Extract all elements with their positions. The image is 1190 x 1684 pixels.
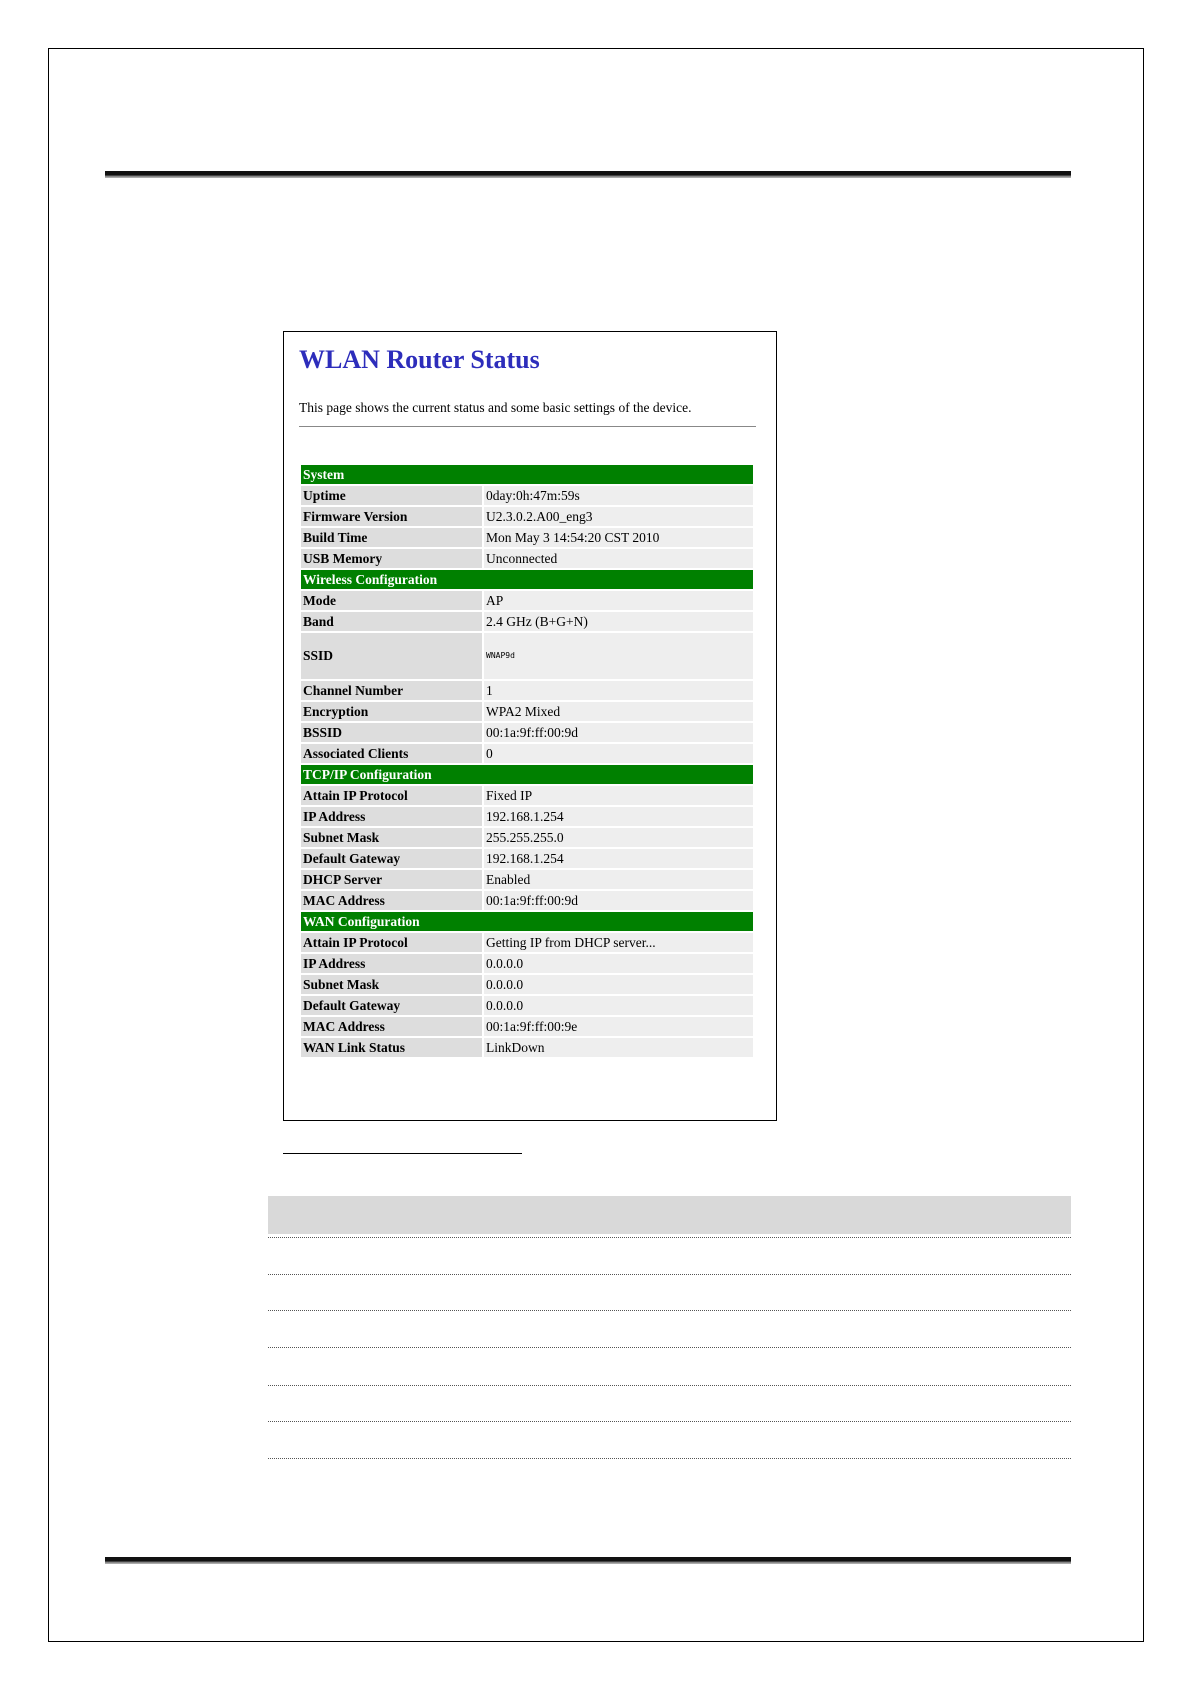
status-row bbox=[301, 486, 753, 505]
section-header bbox=[301, 465, 753, 484]
status-label: Firmware Version bbox=[301, 507, 482, 526]
status-value: Getting IP from DHCP server... bbox=[482, 933, 753, 952]
table-row-line bbox=[268, 1458, 1071, 1459]
status-value: 0.0.0.0 bbox=[482, 954, 753, 973]
status-row bbox=[301, 1038, 753, 1057]
status-label: Uptime bbox=[301, 486, 482, 505]
status-label: Default Gateway bbox=[301, 996, 482, 1015]
status-label: SSID bbox=[301, 633, 482, 679]
table-row-line bbox=[268, 1385, 1071, 1386]
status-label: WAN Link Status bbox=[301, 1038, 482, 1057]
table-row-line bbox=[268, 1274, 1071, 1275]
status-label: Band bbox=[301, 612, 482, 631]
status-label: IP Address bbox=[301, 807, 482, 826]
status-label: DHCP Server bbox=[301, 870, 482, 889]
status-row bbox=[301, 633, 753, 679]
table-row-line bbox=[268, 1237, 1071, 1238]
header-rule bbox=[105, 171, 1071, 178]
status-row bbox=[301, 507, 753, 526]
status-value: 0 bbox=[482, 744, 753, 763]
status-row bbox=[301, 723, 753, 742]
status-row bbox=[301, 549, 753, 568]
status-row bbox=[301, 996, 753, 1015]
status-row bbox=[301, 954, 753, 973]
status-value: AP bbox=[482, 591, 753, 610]
status-value: Enabled bbox=[482, 870, 753, 889]
status-value: WPA2 Mixed bbox=[482, 702, 753, 721]
table-row-line bbox=[268, 1347, 1071, 1348]
status-row bbox=[301, 933, 753, 952]
status-label: Channel Number bbox=[301, 681, 482, 700]
status-value: Fixed IP bbox=[482, 786, 753, 805]
status-label: BSSID bbox=[301, 723, 482, 742]
status-label: Attain IP Protocol bbox=[301, 786, 482, 805]
divider bbox=[299, 426, 756, 427]
status-label: Subnet Mask bbox=[301, 975, 482, 994]
status-label: Subnet Mask bbox=[301, 828, 482, 847]
status-row bbox=[301, 891, 753, 910]
status-value: LinkDown bbox=[482, 1038, 753, 1057]
section-title: System bbox=[301, 465, 753, 484]
status-row bbox=[301, 870, 753, 889]
status-row bbox=[301, 828, 753, 847]
section-title: TCP/IP Configuration bbox=[301, 765, 753, 784]
status-row bbox=[301, 975, 753, 994]
status-value: 0.0.0.0 bbox=[482, 996, 753, 1015]
status-row bbox=[301, 528, 753, 547]
status-row bbox=[301, 681, 753, 700]
table-row-line bbox=[268, 1421, 1071, 1422]
status-value: 192.168.1.254 bbox=[482, 807, 753, 826]
status-value: 00:1a:9f:ff:00:9d bbox=[482, 891, 753, 910]
section-header bbox=[301, 570, 753, 589]
status-label: Attain IP Protocol bbox=[301, 933, 482, 952]
table-header-band bbox=[268, 1196, 1071, 1234]
section-title: WAN Configuration bbox=[301, 912, 753, 931]
status-row bbox=[301, 744, 753, 763]
status-label: Mode bbox=[301, 591, 482, 610]
section-title: Wireless Configuration bbox=[301, 570, 753, 589]
status-value: 192.168.1.254 bbox=[482, 849, 753, 868]
status-label: IP Address bbox=[301, 954, 482, 973]
status-row bbox=[301, 807, 753, 826]
status-label: USB Memory bbox=[301, 549, 482, 568]
status-row bbox=[301, 786, 753, 805]
table-row-line bbox=[268, 1310, 1071, 1311]
status-label: Build Time bbox=[301, 528, 482, 547]
status-value: 00:1a:9f:ff:00:9e bbox=[482, 1017, 753, 1036]
status-value: Unconnected bbox=[482, 549, 753, 568]
status-table bbox=[301, 463, 753, 1059]
status-value: WNAP9d bbox=[482, 633, 753, 679]
footer-rule bbox=[105, 1557, 1071, 1564]
status-value: Mon May 3 14:54:20 CST 2010 bbox=[482, 528, 753, 547]
status-row bbox=[301, 591, 753, 610]
status-row bbox=[301, 612, 753, 631]
status-label: Encryption bbox=[301, 702, 482, 721]
status-value: U2.3.0.2.A00_eng3 bbox=[482, 507, 753, 526]
router-status-screenshot bbox=[283, 331, 777, 1121]
status-label: Default Gateway bbox=[301, 849, 482, 868]
status-value: 1 bbox=[482, 681, 753, 700]
status-value: 255.255.255.0 bbox=[482, 828, 753, 847]
status-value: 0.0.0.0 bbox=[482, 975, 753, 994]
status-value: 0day:0h:47m:59s bbox=[482, 486, 753, 505]
status-label: MAC Address bbox=[301, 1017, 482, 1036]
status-row bbox=[301, 1017, 753, 1036]
page-description: This page shows the current status and some basic settings of the device. bbox=[299, 400, 692, 415]
status-value: 00:1a:9f:ff:00:9d bbox=[482, 723, 753, 742]
page-title: WLAN Router Status bbox=[299, 345, 540, 374]
status-value: 2.4 GHz (B+G+N) bbox=[482, 612, 753, 631]
status-row bbox=[301, 849, 753, 868]
status-row bbox=[301, 702, 753, 721]
section-header bbox=[301, 912, 753, 931]
section-header bbox=[301, 765, 753, 784]
status-label: Associated Clients bbox=[301, 744, 482, 763]
caption-underline bbox=[283, 1153, 522, 1154]
status-label: MAC Address bbox=[301, 891, 482, 910]
